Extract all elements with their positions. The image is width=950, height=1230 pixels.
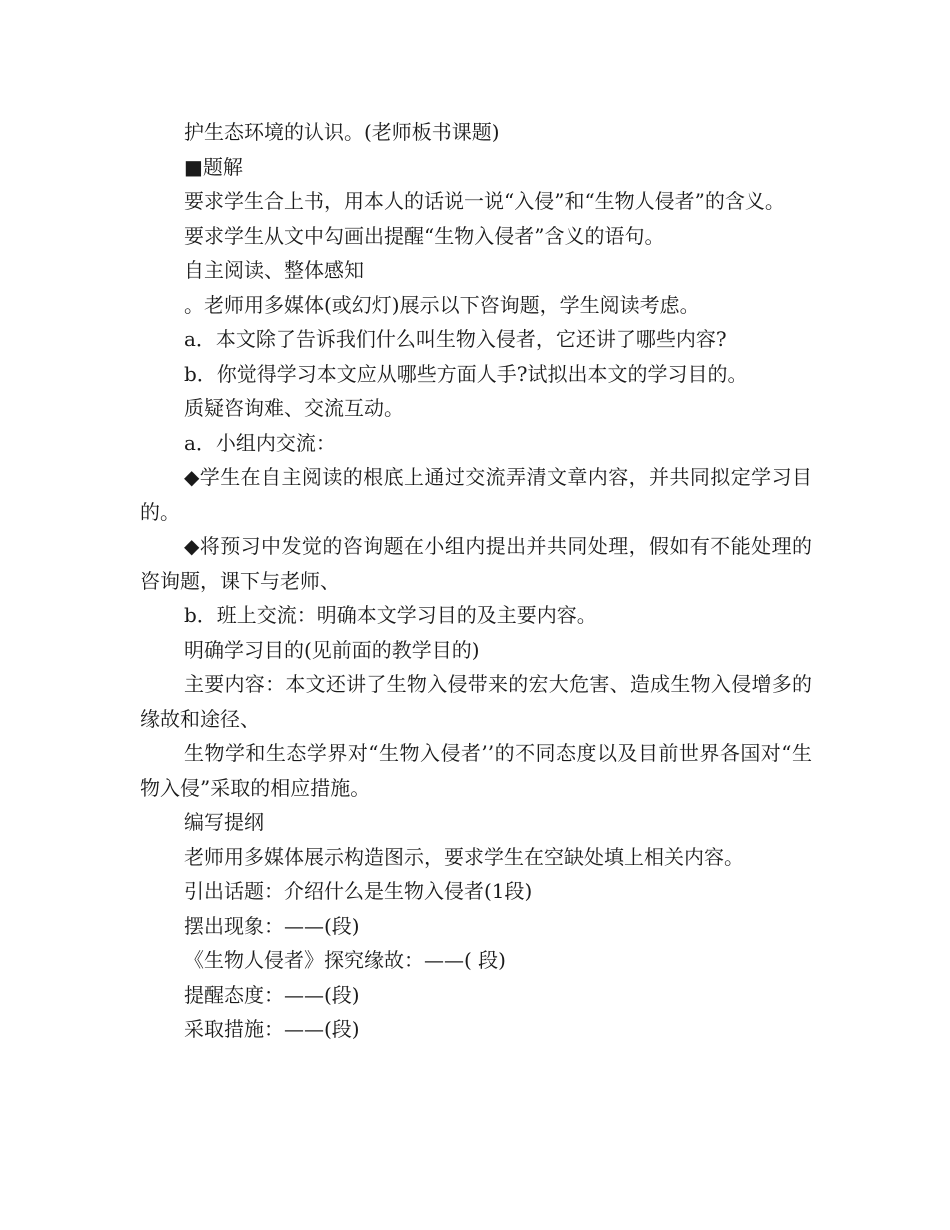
paragraph-structure-diagram: 老师用多媒体展示构造图示，要求学生在空缺处填上相关内容。 — [184, 844, 744, 869]
paragraph-context: 护生态环境的认识。(老师板书课题) — [184, 120, 500, 144]
outline-item-attitude: 提醒态度：——(段) — [184, 982, 360, 1007]
question-a: a．本文除了告诉我们什么叫生物入侵者，它还讲了哪些内容? — [184, 327, 727, 351]
paragraph-attitudes-measures: 生物学和生态学界对“生物入侵者’’的不同态度以及目前世界各国对“生物入侵”采取的相应措施。 — [140, 741, 812, 800]
paragraph-teacher-questions: 。老师用多媒体(或幻灯)展示以下咨询题，学生阅读考虑。 — [184, 292, 700, 317]
outline-item-phenomenon: 摆出现象：——(段) — [184, 913, 360, 938]
paragraph-mark-sentences: 要求学生从文中勾画出提醒“生物入侵者”含义的语句。 — [184, 223, 665, 248]
outline-item-measures: 采取措施：——(段) — [184, 1017, 360, 1041]
section-heading-discussion: 质疑咨询难、交流互动。 — [184, 396, 404, 420]
item-class-discussion: b．班上交流：明确本文学习目的及主要内容。 — [184, 603, 597, 627]
document-body — [140, 115, 812, 1047]
outline-item-causes: 《生物人侵者》探究缘故：——( 段) — [184, 948, 506, 972]
outline-item-topic: 引出话题：介绍什么是生物入侵者(1段) — [184, 879, 533, 903]
section-heading-self-reading: 自主阅读、整体感知 — [184, 258, 364, 282]
bullet-group-goal: ◆学生在自主阅读的根底上通过交流弄清文章内容，并共同拟定学习目的。 — [140, 465, 812, 524]
section-heading-outline: 编写提纲 — [184, 810, 264, 834]
bullet-group-questions: ◆将预习中发觉的咨询题在小组内提出并共同处理，假如有不能处理的咨询题，课下与老师、 — [140, 534, 812, 593]
paragraph-define-terms: 要求学生合上书，用本人的话说一说“入侵”和“生物人侵者”的含义。 — [184, 189, 785, 213]
paragraph-main-content: 主要内容：本文还讲了生物入侵带来的宏大危害、造成生物入侵增多的缘故和途径、 — [140, 672, 812, 731]
paragraph-learning-goal: 明确学习目的(见前面的教学目的) — [184, 637, 480, 662]
item-group-discussion: a．小组内交流： — [184, 430, 336, 455]
section-heading-title-explanation: ■题解 — [184, 154, 243, 179]
question-b: b．你觉得学习本文应从哪些方面人手?试拟出本文的学习目的。 — [184, 361, 748, 386]
